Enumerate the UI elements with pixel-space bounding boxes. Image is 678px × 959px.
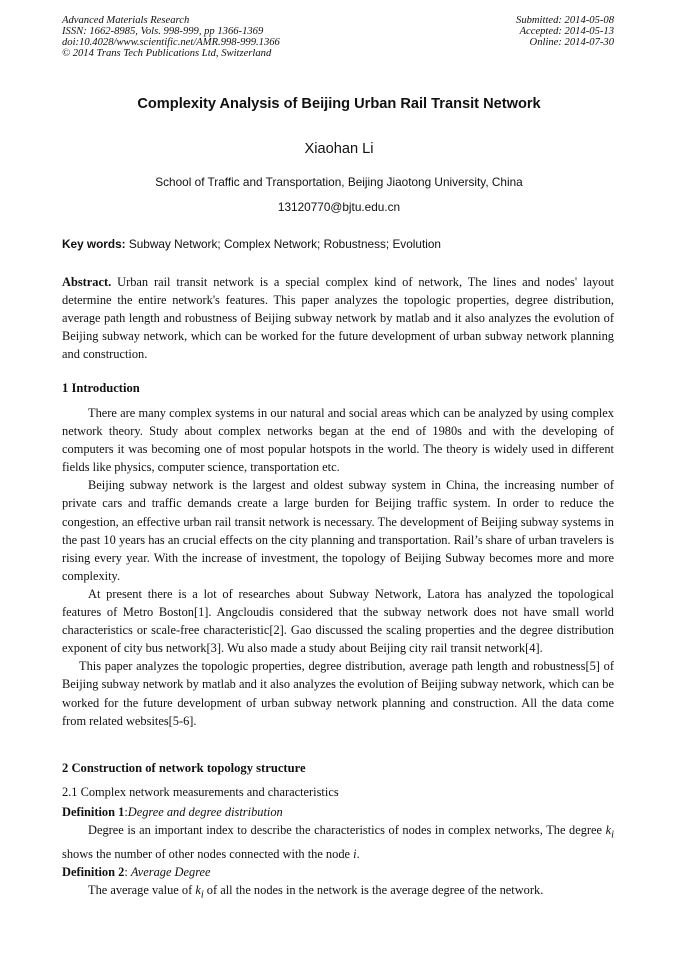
section-heading-construction: 2 Construction of network topology structure (62, 761, 306, 775)
def2-text-a: The average value of (88, 882, 196, 897)
definition-1-heading (62, 803, 614, 821)
issn-line: ISSN: 1662-8985, Vols. 998-999, pp 1366-1369 (62, 26, 264, 37)
def1-var-k: k (605, 823, 612, 838)
author-affiliation: School of Traffic and Transportation, Beijing Jiaotong University, China (155, 175, 523, 189)
keywords-text: Subway Network; Complex Network; Robustness; Evolution (128, 237, 441, 251)
subsection-heading-2-1: 2.1 Complex network measurements and characteristics (62, 785, 339, 799)
definition-2-text (62, 881, 614, 905)
def1-text-c: . (356, 846, 360, 861)
def2-text-b: of all the nodes in the network is the average degree of the network. (203, 882, 544, 897)
def2-var-k: k (195, 882, 201, 897)
abstract-text: Urban rail transit network is a special complex kind of network, The lines and nodes' layout determine the entire network's features. This paper analyzes the topologic properties, degree distribution, average path length and robustness of Beijing subway network by matlab and it also analyzes the evolution of Beijing subway network, which can be worked for the future development of urban subway network planning and construction. (62, 275, 614, 362)
intro-paragraph-3: At present there is a lot of researches about Subway Network, Latora has analyzed the topological features of Metro Boston[1]. Angcloudis considered that the subway network does not have small world characteristics or scale-free characteristic[2]. Gao discussed the scaling properties and the degree distribution exponent of city bus network[3]. Wu also made a study about Beijing city rail transit network[4]. (62, 586, 614, 656)
abstract-label: Abstract. (62, 275, 112, 289)
intro-paragraph-1: There are many complex systems in our natural and social areas which can be analyzed by using complex network theory. Study about complex networks began at the end of 1980s and with the developing of computers it was becoming one of most popular hotspots in the world. The theory is widely used in different fields like physics, computer science, transportation etc. (62, 406, 614, 475)
section-heading-introduction: 1 Introduction (62, 381, 140, 395)
definition-2-title: Average Degree (130, 864, 211, 879)
definition-1-separator: : (124, 805, 128, 819)
copyright-line: © 2014 Trans Tech Publications Ltd, Switzerland (62, 48, 272, 59)
doi-line: doi:10.4028/www.scientific.net/AMR.998-999.1366 (62, 37, 280, 48)
keywords (62, 237, 441, 251)
definition-1-text (62, 821, 614, 863)
def1-node-i: i (353, 846, 357, 861)
definition-2-label: Definition 2 (62, 864, 125, 879)
submitted-date: Submitted: 2014-05-08 (516, 15, 614, 26)
def1-text-b: shows the number of other nodes connected with the node (62, 846, 354, 861)
definition-1-title: Degree and degree distribution (127, 805, 283, 819)
accepted-date: Accepted: 2014-05-13 (519, 26, 614, 37)
paper-title: Complexity Analysis of Beijing Urban Rail Transit Network (137, 96, 541, 112)
intro-paragraph-4: This paper analyzes the topologic properties, degree distribution, average path length and robustness[5] of Beijing subway network by matlab and it also analyzes the evolution of Beijing subway network, which can be worked for the future development of urban subway network planning and construction. All the data come from related websites[5-6]. (62, 659, 614, 728)
author-email: 13120770@bjtu.edu.cn (277, 200, 401, 214)
author-name: Xiaohan Li (304, 141, 374, 157)
def1-var-i: i (611, 829, 614, 841)
intro-paragraph-2: Beijing subway network is the largest and oldest subway system in China, the increasing number of private cars and traffic demands create a large burden for Beijing traffic system. In order to reduce the congestion, an effective urban rail transit network is necessary. The development of Beijing subway systems in the past 10 years has an crucial effects on the city planning and transportation. Rail’s share of urban travelers is rising every year. With the increase of investment, the topology of Beijing Subway becomes more and more complexity. (62, 478, 614, 583)
online-date: Online: 2014-07-30 (529, 37, 614, 48)
definitions (62, 803, 614, 904)
abstract (62, 273, 614, 363)
def2-var-i: i (200, 889, 204, 901)
journal-header (62, 15, 280, 59)
def1-text-a: Degree is an important index to describe the characteristics of nodes in complex networks, The degree (88, 823, 606, 838)
definition-2-heading (62, 863, 614, 881)
definition-2-separator: : (124, 864, 131, 879)
introduction-body (62, 404, 614, 730)
journal-name: Advanced Materials Research (62, 15, 190, 26)
definition-1-label: Definition 1 (62, 805, 125, 819)
dates-header (516, 15, 614, 48)
keywords-label: Key words: (62, 237, 126, 251)
